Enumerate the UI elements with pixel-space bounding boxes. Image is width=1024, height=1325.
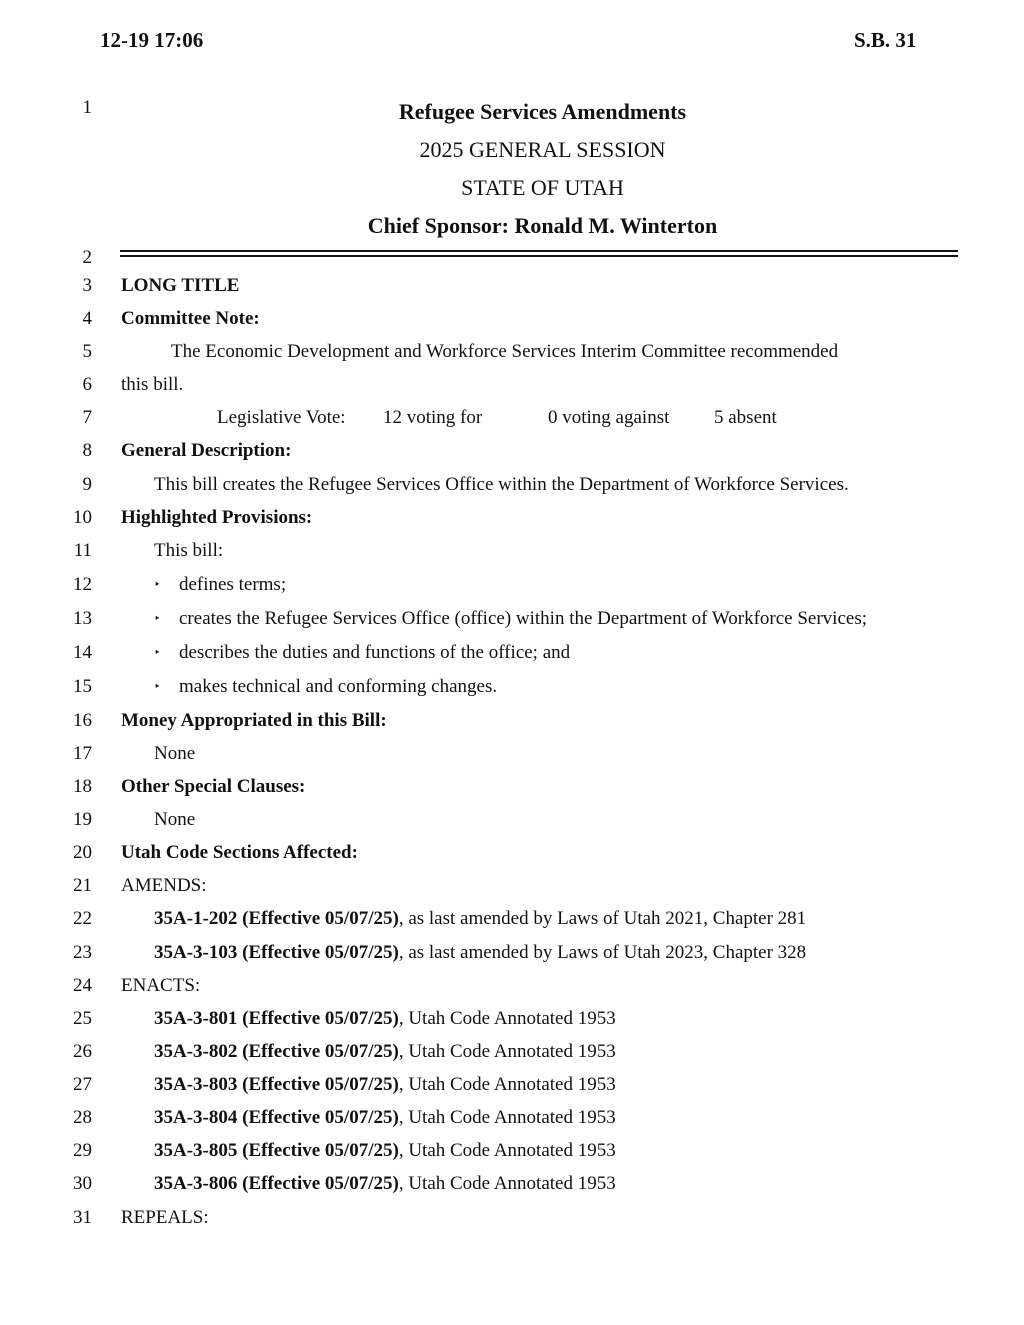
line-number: 16: [73, 710, 92, 731]
code-citation: 35A-3-804 (Effective 05/07/25): [154, 1107, 399, 1128]
code-sections-heading: Utah Code Sections Affected:: [121, 842, 358, 863]
list-item: [154, 574, 286, 596]
general-description-heading: General Description:: [121, 440, 292, 461]
line-number: 5: [82, 341, 92, 362]
line-number: 8: [82, 440, 92, 461]
code-citation-note: , Utah Code Annotated 1953: [398, 1074, 616, 1095]
line-number: 26: [73, 1041, 92, 1062]
code-citation-note: , Utah Code Annotated 1953: [398, 1041, 616, 1062]
line-number: 10: [73, 507, 92, 528]
amends-label: AMENDS:: [121, 875, 207, 896]
code-citation-note: , as last amended by Laws of Utah 2023, Chapter 328: [398, 942, 807, 963]
line-number: 30: [73, 1173, 92, 1194]
list-item: [154, 608, 867, 630]
legislative-vote-label: Legislative Vote:: [217, 407, 346, 428]
vote-for: 12 voting for: [383, 407, 483, 428]
header-bill-number: S.B. 31: [854, 28, 917, 52]
bullet-triangle-icon: ‣: [154, 681, 161, 693]
line-number: 14: [73, 642, 92, 663]
code-citation: 35A-3-803 (Effective 05/07/25): [154, 1074, 399, 1095]
line-number: 23: [73, 942, 92, 963]
code-citation: 35A-3-801 (Effective 05/07/25): [154, 1008, 399, 1029]
line-number: 29: [73, 1140, 92, 1161]
code-citation-note: , Utah Code Annotated 1953: [398, 1008, 616, 1029]
code-citation: 35A-3-802 (Effective 05/07/25): [154, 1041, 399, 1062]
line-number: 2: [82, 247, 92, 268]
code-section-row: [154, 1041, 616, 1063]
title-rule-top: [120, 250, 958, 252]
line-number: 27: [73, 1074, 92, 1095]
special-clauses-value: None: [154, 809, 196, 830]
list-item-text: makes technical and conforming changes.: [179, 676, 498, 697]
bullet-triangle-icon: ‣: [154, 647, 161, 659]
code-citation-note: , as last amended by Laws of Utah 2021, Chapter 281: [398, 908, 807, 929]
list-item-text: creates the Refugee Services Office (office) within the Department of Workforce Services;: [179, 608, 867, 629]
code-section-row: [154, 1140, 616, 1162]
committee-note-text-cont: this bill.: [121, 374, 184, 395]
bullet-triangle-icon: ‣: [154, 613, 161, 625]
code-section-row: [154, 942, 806, 964]
line-number: 22: [73, 908, 92, 929]
vote-against: 0 voting against: [548, 407, 670, 428]
line-number: 20: [73, 842, 92, 863]
list-item: [154, 676, 497, 698]
bill-state: STATE OF UTAH: [461, 175, 624, 200]
line-number: 19: [73, 809, 92, 830]
special-clauses-heading: Other Special Clauses:: [121, 776, 306, 797]
line-number: 21: [73, 875, 92, 896]
money-appropriated-value: None: [154, 743, 196, 764]
code-section-row: [154, 1107, 616, 1129]
line-number: 15: [73, 676, 92, 697]
line-number: 6: [82, 374, 92, 395]
bill-title: Refugee Services Amendments: [398, 99, 687, 124]
line-number: 13: [73, 608, 92, 629]
line-number: 11: [73, 540, 92, 561]
line-number: 7: [82, 407, 92, 428]
line-number: 4: [82, 308, 92, 329]
list-item: [154, 642, 570, 664]
bill-session: 2025 GENERAL SESSION: [419, 137, 666, 162]
title-rule-bottom: [120, 255, 958, 257]
general-description-text: This bill creates the Refugee Services Office within the Department of Workforce Services.: [154, 474, 849, 495]
code-citation: 35A-1-202 (Effective 05/07/25): [154, 908, 399, 929]
list-item-text: describes the duties and functions of the office; and: [179, 642, 571, 663]
line-number: 24: [73, 975, 92, 996]
line-number: 12: [73, 574, 92, 595]
code-section-row: [154, 908, 806, 930]
long-title-heading: LONG TITLE: [121, 275, 240, 296]
code-section-row: [154, 1008, 616, 1030]
bill-sponsor: Chief Sponsor: Ronald M. Winterton: [367, 213, 718, 238]
list-item-text: defines terms;: [179, 574, 287, 595]
line-number: 25: [73, 1008, 92, 1029]
line-number: 28: [73, 1107, 92, 1128]
provisions-intro: This bill:: [154, 540, 224, 561]
committee-note-text: The Economic Development and Workforce Services Interim Committee recommended: [171, 341, 839, 362]
line-number: 3: [82, 275, 92, 296]
line-number: 18: [73, 776, 92, 797]
code-citation: 35A-3-103 (Effective 05/07/25): [154, 942, 399, 963]
code-citation: 35A-3-806 (Effective 05/07/25): [154, 1173, 399, 1194]
code-section-row: [154, 1074, 616, 1096]
enacts-label: ENACTS:: [121, 975, 201, 996]
money-appropriated-heading: Money Appropriated in this Bill:: [121, 710, 387, 731]
line-number: 1: [82, 97, 92, 118]
vote-absent: 5 absent: [714, 407, 777, 428]
header-datetime: 12-19 17:06: [100, 28, 204, 52]
code-citation: 35A-3-805 (Effective 05/07/25): [154, 1140, 399, 1161]
repeals-label: REPEALS:: [121, 1207, 209, 1228]
committee-note-heading: Committee Note:: [121, 308, 260, 329]
bullet-triangle-icon: ‣: [154, 579, 161, 591]
highlighted-provisions-heading: Highlighted Provisions:: [121, 507, 313, 528]
line-number: 17: [73, 743, 92, 764]
code-citation-note: , Utah Code Annotated 1953: [398, 1140, 616, 1161]
code-citation-note: , Utah Code Annotated 1953: [398, 1107, 616, 1128]
line-number: 31: [73, 1207, 92, 1228]
code-section-row: [154, 1173, 616, 1195]
code-citation-note: , Utah Code Annotated 1953: [398, 1173, 616, 1194]
line-number: 9: [82, 474, 92, 495]
